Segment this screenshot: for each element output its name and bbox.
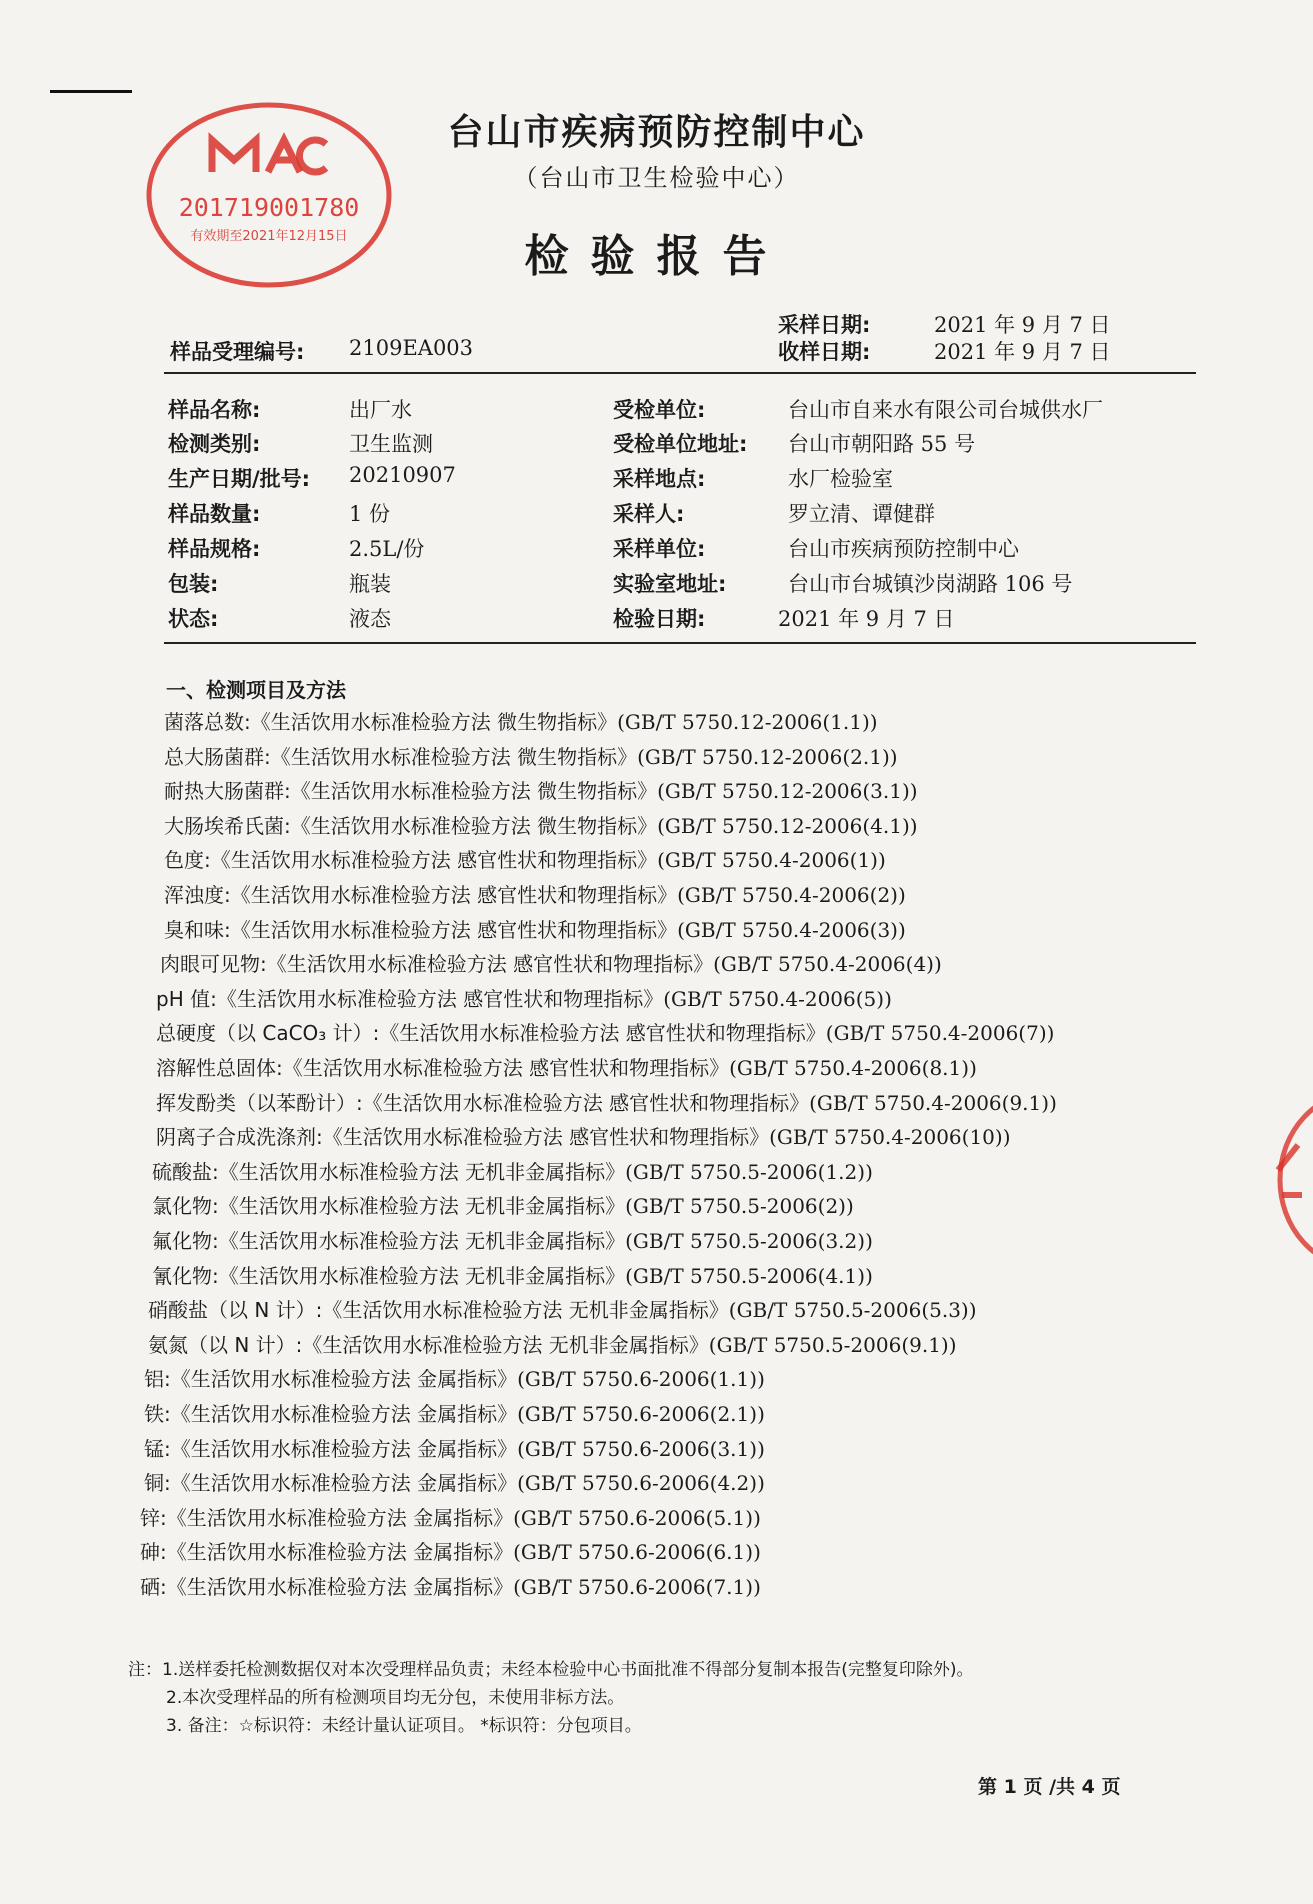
info-value: 2.5L/份 bbox=[349, 537, 425, 561]
method-standard: 《生活饮用水标准检验方法 感官性状和物理指标》(GB/T 5750.4-2006(9.1)) bbox=[362, 1091, 1057, 1115]
method-standard: 《生活饮用水标准检验方法 金属指标》(GB/T 5750.6-2006(6.1)) bbox=[166, 1540, 761, 1564]
method-item bbox=[152, 1225, 873, 1254]
org-subtitle: （台山市卫生检验中心） bbox=[513, 164, 800, 192]
method-name: pH 值: bbox=[156, 987, 217, 1011]
info-value: 2021 年 9 月 7 日 bbox=[778, 607, 955, 631]
method-name: 氰化物: bbox=[152, 1264, 219, 1288]
sample-date-value: 2021 年 9 月 7 日 bbox=[934, 313, 1111, 337]
info-label: 状态: bbox=[168, 607, 219, 631]
info-label: 采样单位: bbox=[613, 537, 706, 561]
method-item bbox=[152, 1190, 854, 1219]
method-name: 总硬度（以 CaCO₃ 计）: bbox=[156, 1021, 380, 1045]
method-standard: 《生活饮用水标准检验方法 感官性状和物理指标》(GB/T 5750.4-2006(8.1)) bbox=[282, 1056, 977, 1080]
info-value: 台山市朝阳路 55 号 bbox=[788, 432, 976, 456]
note-line: 3. 备注：☆标识符：未经计量认证项目。 *标识符：分包项目。 bbox=[166, 1716, 642, 1736]
method-item bbox=[152, 1260, 873, 1289]
method-standard: 《生活饮用水标准检验方法 感官性状和物理指标》(GB/T 5750.4-2006(5)) bbox=[216, 987, 892, 1011]
method-item bbox=[140, 1536, 761, 1565]
method-standard: 《生活饮用水标准检验方法 感官性状和物理指标》(GB/T 5750.4-2006(3)) bbox=[230, 918, 906, 942]
method-item bbox=[160, 948, 942, 977]
method-item bbox=[148, 1329, 957, 1358]
method-standard: 《生活饮用水标准检验方法 感官性状和物理指标》(GB/T 5750.4-2006(7)) bbox=[379, 1021, 1055, 1045]
info-label: 检验日期: bbox=[613, 607, 706, 631]
method-item bbox=[152, 1156, 873, 1185]
method-name: 铝: bbox=[144, 1367, 171, 1391]
notes bbox=[128, 1656, 973, 1740]
method-name: 挥发酚类（以苯酚计）: bbox=[156, 1091, 363, 1115]
method-standard: 《生活饮用水标准检验方法 微生物指标》(GB/T 5750.12-2006(1.1)) bbox=[250, 710, 878, 734]
side-seal-fragment bbox=[1250, 1085, 1313, 1275]
info-label: 样品数量: bbox=[168, 502, 261, 526]
method-item bbox=[164, 914, 906, 943]
info-label: 检测类别: bbox=[168, 432, 261, 456]
method-standard: 《生活饮用水标准检验方法 金属指标》(GB/T 5750.6-2006(7.1)) bbox=[166, 1575, 761, 1599]
method-standard: 《生活饮用水标准检验方法 微生物指标》(GB/T 5750.12-2006(2.1)) bbox=[270, 745, 898, 769]
info-value: 台山市疾病预防控制中心 bbox=[788, 537, 1019, 561]
method-standard: 《生活饮用水标准检验方法 无机非金属指标》(GB/T 5750.5-2006(2)) bbox=[218, 1194, 854, 1218]
org-name: 台山市疾病预防控制中心 bbox=[447, 112, 866, 153]
section-title: 一、检测项目及方法 bbox=[166, 678, 346, 702]
receipt-number-value: 2109EA003 bbox=[349, 336, 474, 360]
info-value: 台山市自来水有限公司台城供水厂 bbox=[788, 398, 1103, 422]
info-label: 采样地点: bbox=[613, 467, 706, 491]
method-name: 浑浊度: bbox=[164, 883, 231, 907]
method-item bbox=[140, 1502, 761, 1531]
info-value: 出厂水 bbox=[349, 398, 412, 422]
info-label: 实验室地址: bbox=[613, 572, 727, 596]
receive-date-value: 2021 年 9 月 7 日 bbox=[934, 340, 1111, 364]
info-label: 样品名称: bbox=[168, 398, 261, 422]
receipt-number-label: 样品受理编号: bbox=[170, 340, 305, 364]
method-item bbox=[156, 1121, 1011, 1150]
seal-validity: 有效期至2021年12月15日 bbox=[190, 229, 348, 244]
bottom-divider bbox=[164, 642, 1196, 644]
method-item bbox=[164, 741, 898, 770]
info-label: 受检单位: bbox=[613, 398, 706, 422]
method-standard: 《生活饮用水标准检验方法 金属指标》(GB/T 5750.6-2006(3.1)) bbox=[170, 1437, 765, 1461]
method-name: 大肠埃希氏菌: bbox=[164, 814, 291, 838]
method-item bbox=[144, 1363, 765, 1392]
method-standard: 《生活饮用水标准检验方法 微生物指标》(GB/T 5750.12-2006(3.1)) bbox=[290, 779, 918, 803]
page-number: 第 1 页 /共 4 页 bbox=[978, 1776, 1121, 1798]
info-label: 生产日期/批号: bbox=[168, 467, 311, 491]
method-name: 硒: bbox=[140, 1575, 167, 1599]
report-title: 检验报告 bbox=[524, 231, 789, 282]
method-item bbox=[164, 706, 878, 735]
method-standard: 《生活饮用水标准检验方法 金属指标》(GB/T 5750.6-2006(1.1)) bbox=[170, 1367, 765, 1391]
method-item bbox=[156, 1087, 1057, 1116]
top-divider bbox=[164, 372, 1196, 374]
method-standard: 《生活饮用水标准检验方法 无机非金属指标》(GB/T 5750.5-2006(3.2)) bbox=[218, 1229, 873, 1253]
method-item bbox=[144, 1467, 765, 1496]
info-value: 20210907 bbox=[349, 463, 456, 487]
method-standard: 《生活饮用水标准检验方法 金属指标》(GB/T 5750.6-2006(5.1)) bbox=[166, 1506, 761, 1530]
info-label: 受检单位地址: bbox=[613, 432, 748, 456]
method-standard: 《生活饮用水标准检验方法 无机非金属指标》(GB/T 5750.5-2006(4.1)) bbox=[218, 1264, 873, 1288]
method-name: 硫酸盐: bbox=[152, 1160, 219, 1184]
method-item bbox=[164, 810, 918, 839]
method-name: 肉眼可见物: bbox=[160, 952, 267, 976]
method-name: 砷: bbox=[140, 1540, 167, 1564]
seal-code: 201719001780 bbox=[178, 193, 360, 222]
method-item bbox=[164, 879, 906, 908]
method-name: 臭和味: bbox=[164, 918, 231, 942]
method-standard: 《生活饮用水标准检验方法 感官性状和物理指标》(GB/T 5750.4-2006(10)) bbox=[322, 1125, 1011, 1149]
method-item bbox=[164, 844, 886, 873]
method-standard: 《生活饮用水标准检验方法 无机非金属指标》(GB/T 5750.5-2006(9.1)) bbox=[302, 1333, 957, 1357]
info-value: 卫生监测 bbox=[349, 432, 433, 456]
method-name: 总大肠菌群: bbox=[164, 745, 271, 769]
method-name: 氟化物: bbox=[152, 1229, 219, 1253]
note-line: 2.本次受理样品的所有检测项目均无分包，未使用非标方法。 bbox=[166, 1688, 625, 1708]
info-value: 1 份 bbox=[349, 502, 391, 526]
method-item bbox=[144, 1433, 765, 1462]
method-name: 耐热大肠菌群: bbox=[164, 779, 291, 803]
method-name: 锌: bbox=[140, 1506, 167, 1530]
receive-date-label: 收样日期: bbox=[778, 340, 871, 364]
method-item bbox=[148, 1294, 977, 1323]
info-label: 样品规格: bbox=[168, 537, 261, 561]
info-label: 包装: bbox=[168, 572, 219, 596]
info-value: 罗立清、谭健群 bbox=[788, 502, 935, 526]
method-name: 菌落总数: bbox=[164, 710, 251, 734]
method-standard: 《生活饮用水标准检验方法 金属指标》(GB/T 5750.6-2006(4.2)) bbox=[170, 1471, 765, 1495]
method-standard: 《生活饮用水标准检验方法 金属指标》(GB/T 5750.6-2006(2.1)) bbox=[170, 1402, 765, 1426]
info-label: 采样人: bbox=[613, 502, 685, 526]
info-value: 水厂检验室 bbox=[788, 467, 893, 491]
method-name: 锰: bbox=[144, 1437, 171, 1461]
method-name: 溶解性总固体: bbox=[156, 1056, 283, 1080]
method-standard: 《生活饮用水标准检验方法 感官性状和物理指标》(GB/T 5750.4-2006(4)) bbox=[266, 952, 942, 976]
method-item bbox=[156, 1017, 1054, 1046]
info-value: 台山市台城镇沙岗湖路 106 号 bbox=[788, 572, 1073, 596]
method-standard: 《生活饮用水标准检验方法 感官性状和物理指标》(GB/T 5750.4-2006(2)) bbox=[230, 883, 906, 907]
method-item bbox=[156, 1052, 977, 1081]
method-name: 铜: bbox=[144, 1471, 171, 1495]
method-name: 氨氮（以 N 计）: bbox=[148, 1333, 303, 1357]
method-item bbox=[164, 775, 918, 804]
sample-date-label: 采样日期: bbox=[778, 313, 871, 337]
method-name: 氯化物: bbox=[152, 1194, 219, 1218]
method-standard: 《生活饮用水标准检验方法 感官性状和物理指标》(GB/T 5750.4-2006(1)) bbox=[210, 848, 886, 872]
note-line: 注：1.送样委托检测数据仅对本次受理样品负责；未经本检验中心书面批准不得部分复制本报告(完整复印除外)。 bbox=[128, 1660, 974, 1680]
method-name: 阴离子合成洗涤剂: bbox=[156, 1125, 323, 1149]
info-value: 瓶装 bbox=[349, 572, 391, 596]
method-item bbox=[144, 1398, 765, 1427]
method-item bbox=[156, 983, 892, 1012]
method-name: 色度: bbox=[164, 848, 211, 872]
method-item bbox=[140, 1571, 761, 1600]
corner-mark bbox=[50, 90, 132, 93]
method-name: 铁: bbox=[144, 1402, 171, 1426]
method-standard: 《生活饮用水标准检验方法 无机非金属指标》(GB/T 5750.5-2006(5.3)) bbox=[322, 1298, 977, 1322]
method-name: 硝酸盐（以 N 计）: bbox=[148, 1298, 323, 1322]
info-value: 液态 bbox=[349, 607, 391, 631]
method-standard: 《生活饮用水标准检验方法 微生物指标》(GB/T 5750.12-2006(4.1)) bbox=[290, 814, 918, 838]
method-standard: 《生活饮用水标准检验方法 无机非金属指标》(GB/T 5750.5-2006(1.2)) bbox=[218, 1160, 873, 1184]
